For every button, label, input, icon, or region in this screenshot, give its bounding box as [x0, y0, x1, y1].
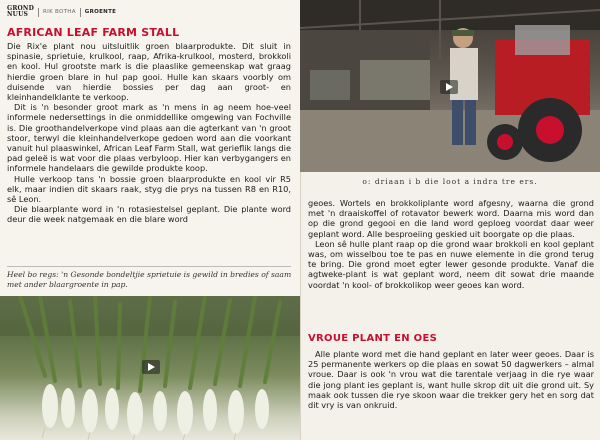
- article-body-right-top: [308, 198, 594, 290]
- farmer-tractor-photo: [300, 0, 600, 172]
- photo-credit: o: driaan i b die loot a indra tre ers.: [362, 177, 538, 186]
- masthead: [7, 4, 116, 20]
- masthead-divider: [38, 8, 39, 17]
- paragraph: Leon sê hulle plant raap op die grond waar brokkoli en kool geplant was, om wisselbou toe te pas en nuwe elemente in die grond terug te bring. Die grond moet egter lewer gesonde produkte. Vanaf die agtweke-plant is wat geplant word, neem dit sowat drie maande voordat 'n kool- of brokkolikop weer geoes kan word.: [308, 238, 594, 290]
- article-body-right-bottom: [308, 349, 594, 410]
- masthead-divider: [80, 8, 81, 17]
- author-name: RIK BOTHA: [43, 9, 76, 15]
- paragraph: Dit is 'n besonder groot mark as 'n mens in ag neem hoe-veel informele nedersettings in die onmiddellike omgewing van Fochville is. Die groothandelverkope vind plaas aan die agterkant van 'n groot stoor, terwyl die kleinhandelverkope gedoen word aan die voorkant vanuit hul plaaswinkel, African Leaf Farm Stall, wat gerieflik langs die pad geleë is wat voor die plaas verbyloop. Hier kan verbygangers en informele handelaars die gewilde produkte koop.: [7, 102, 291, 174]
- paragraph: Alle plante word met die hand geplant en later weer geoes. Daar is 25 permanente werkers op die plaas en sowat 50 dagwerkers – almal vroue. Daar is ook 'n vrou wat die tarentale verjaag in die rye waar die jong plant ies geplant is, want hulle skrop dit uit die grond uit. Sy maak ook tussen die rye skoon waar die trekker gery het en sorg dat dit vry is van onkruid.: [308, 349, 594, 411]
- article-headline: AFRICAN LEAF FARM STALL: [7, 26, 180, 39]
- paragraph: geoes. Wortels en brokkoliplante word afgesny, waarna die grond met 'n draaiskoffel of rotavator bewerk word. Daarna mis word dan op die grond gegooi en die land word geploeg voordat daar weer geplant word. Alle besproeiing geskied uit boorgate op die plaas.: [308, 198, 594, 239]
- play-video-icon[interactable]: [142, 360, 160, 374]
- play-video-icon[interactable]: [440, 80, 458, 94]
- section-subhead: VROUE PLANT EN OES: [308, 333, 438, 344]
- photo-caption: Heel bo regs: 'n Gesonde bondeltjie sprietuie is gewild in bredies of saam met ander blaargroente in pap.: [7, 270, 292, 289]
- caption-rule: [7, 266, 291, 267]
- paragraph: Die blaarplante word in 'n rotasiestelsel geplant. Die plante word deur die week natgemaak en die blare word: [7, 204, 291, 225]
- magazine-logo: GROND NUUS: [7, 5, 35, 18]
- spring-onion-photo: [0, 296, 300, 440]
- section-name: GROENTE: [84, 9, 117, 15]
- article-body-left: [7, 41, 291, 225]
- paragraph: Hulle verkoop tans 'n bossie groen blaarprodukte en kool vir R5 elk, maar indien dit skaars raak, styg die prys na tussen R8 en R10, sê Leon.: [7, 173, 291, 205]
- paragraph: Die Rix'e plant nou uitsluitlik groen blaarprodukte. Dit sluit in spinasie, sprietuie, krulkool, raap, Afrika-krulkool, mosterd, brokkoli en kool. Hul grootste mark is die plaaslike gemeenskap wat graag hierdie groen blare in hul pap gooi. Hulle kan skaars voorbly om duisende van hierdie bossies per dag aan groot- en kleinhandelklante te verkoop.: [7, 41, 291, 103]
